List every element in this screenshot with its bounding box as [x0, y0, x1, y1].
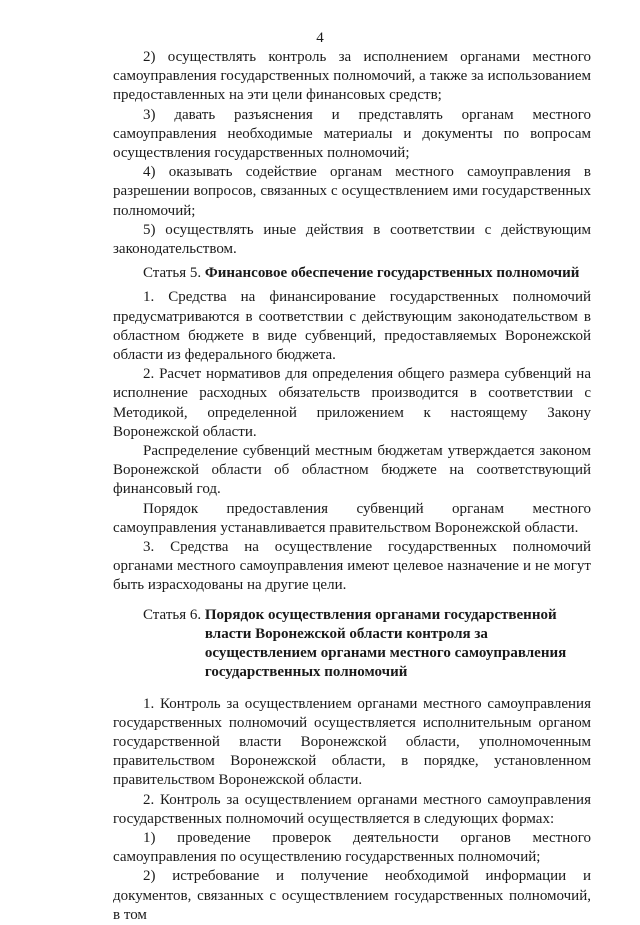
document-body	[113, 48, 591, 925]
article-5-heading	[113, 264, 591, 283]
article-5-label: Статья 5.	[143, 265, 202, 282]
paragraph: 3) давать разъяснения и представлять органам местного самоуправления необходимые материалы и документы по вопросам осуществления государственных полномочий;	[113, 106, 591, 162]
article-5-title: Финансовое обеспечение государственных полномочий	[204, 265, 580, 282]
paragraph: 1. Средства на финансирование государственных полномочий предусматриваются в соответствии с действующим законодательством в областном бюджете в виде субвенций, предоставляемых Воронежской области из федерального бюджета.	[113, 289, 591, 364]
paragraph: Порядок предоставления субвенций органам местного самоуправления устанавливается правительством Воронежской области.	[113, 500, 591, 536]
paragraph: Распределение субвенций местным бюджетам утверждается законом Воронежской области об областном бюджете на соответствующий финансовый год.	[113, 443, 591, 498]
paragraph: 5) осуществлять иные действия в соответствии с действующим законодательством.	[113, 221, 591, 258]
paragraph: 1. Контроль за осуществлением органами местного самоуправления государственных полномочий осуществляется исполнительным органом государственной власти Воронежской области, уполномоченным правительством Воронежской области, в порядке, установленном правительством Воронежской области.	[113, 695, 591, 789]
paragraph: 2) истребование и получение необходимой информации и документов, связанных с осуществлением государственных полномочий, в том	[113, 868, 591, 923]
article-6-title: Порядок осуществления органами государственной власти Воронежской области контроля за осуществлением органами местного самоуправления государственных полномочий	[204, 606, 567, 681]
paragraph: 2) осуществлять контроль за исполнением органами местного самоуправления государственных полномочий, а также за использованием предоставленных на эти цели финансовых средств;	[113, 49, 591, 104]
paragraph: 3. Средства на осуществление государственных полномочий органами местного самоуправления имеют целевое назначение и не могут быть израсходованы на другие цели.	[113, 539, 591, 594]
paragraph: 2. Расчет нормативов для определения общего размера субвенций на исполнение расходных обязательств производится в соответствии с Методикой, определенной приложением к настоящему Закону Воронежской области.	[113, 366, 591, 440]
paragraph: 1) проведение проверок деятельности органов местного самоуправления по осуществлению государственных полномочий;	[113, 829, 591, 866]
paragraph: 2. Контроль за осуществлением органами местного самоуправления государственных полномочий осуществляется в следующих формах:	[113, 791, 591, 827]
article-6-label: Статья 6.	[143, 606, 205, 623]
paragraph: 4) оказывать содействие органам местного самоуправления в разрешении вопросов, связанных с осуществлением ими государственных полномочий;	[113, 164, 591, 219]
article-6-heading	[143, 606, 591, 683]
page-number: 4	[316, 30, 324, 46]
